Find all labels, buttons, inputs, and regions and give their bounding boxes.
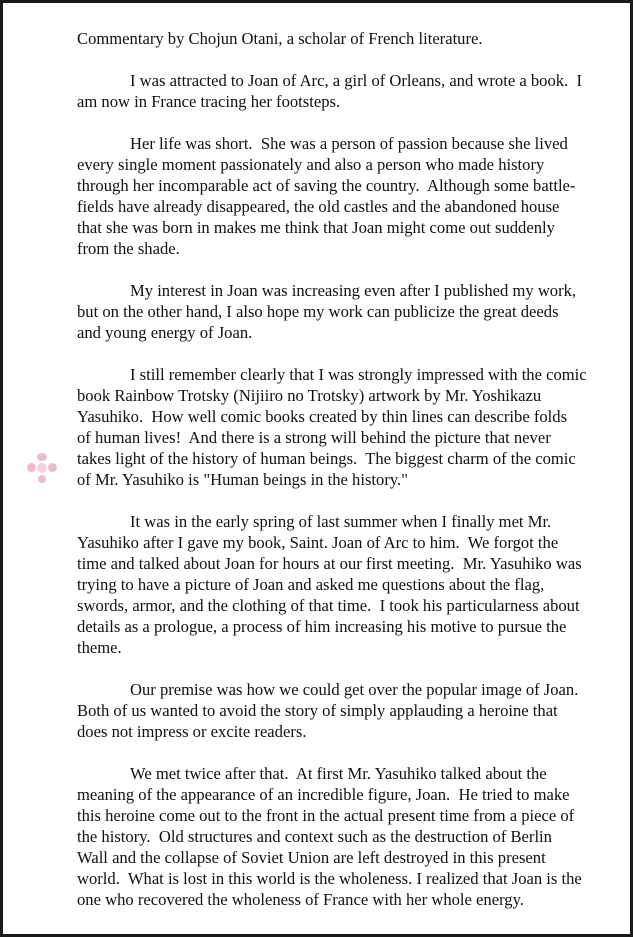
flower-ornament-icon — [25, 451, 59, 485]
text-line: of human lives! And there is a strong will behind the picture that never — [77, 428, 551, 447]
text-line: theme. — [77, 638, 122, 657]
text-line: details as a prologue, a process of him increasing his motive to pursue the — [77, 617, 567, 636]
text-line: that she was born in makes me think that Joan might come out suddenly — [77, 218, 555, 237]
text-line: trying to have a picture of Joan and asked me questions about the flag, — [77, 575, 545, 594]
text-line: takes light of the history of human beings. The biggest charm of the comic — [77, 449, 576, 468]
text-line: Her life was short. She was a person of passion because she lived — [130, 134, 568, 153]
text-line: one who recovered the wholeness of France with her whole energy. — [77, 890, 524, 909]
text-line: I was attracted to Joan of Arc, a girl of Orleans, and wrote a book. I — [130, 71, 583, 90]
text-line: Yasuhiko. How well comic books created by thin lines can describe folds — [77, 407, 568, 426]
text-line: from the shade. — [77, 239, 180, 258]
text-line: swords, armor, and the clothing of that time. I took his particularness about — [77, 596, 580, 615]
text-line: fields have already disappeared, the old castles and the abandoned house — [77, 197, 560, 216]
text-line: and young energy of Joan. — [77, 323, 253, 342]
text-line: through her incomparable act of saving the country. Although some battle- — [77, 176, 576, 195]
text-line: time and talked about Joan for hours at our first meeting. Mr. Yasuhiko was — [77, 554, 582, 573]
text-line: I still remember clearly that I was strongly impressed with the comic — [130, 365, 587, 384]
text-line: meaning of the appearance of an incredible figure, Joan. He tried to make — [77, 785, 570, 804]
text-line: world. What is lost in this world is the wholeness. I realized that Joan is the — [77, 869, 582, 888]
text-line: this heroine come out to the front in the actual present time from a piece of — [77, 806, 575, 825]
text-line: does not impress or excite readers. — [77, 722, 307, 741]
paragraph — [77, 280, 622, 343]
paragraph — [77, 763, 622, 910]
text-line: We met twice after that. At first Mr. Yasuhiko talked about the — [130, 764, 547, 783]
text-line: but on the other hand, I also hope my work can publicize the great deeds — [77, 302, 559, 321]
text-line: Yasuhiko after I gave my book, Saint. Joan of Arc to him. We forgot the — [77, 533, 559, 552]
text-line: It was in the early spring of last summer when I finally met Mr. — [130, 512, 552, 531]
text-line: Both of us wanted to avoid the story of simply applauding a heroine that — [77, 701, 558, 720]
paragraph — [77, 511, 622, 658]
text-line: Our premise was how we could get over the popular image of Joan. — [130, 680, 579, 699]
text-line: My interest in Joan was increasing even after I published my work, — [130, 281, 577, 300]
paragraph — [77, 364, 622, 490]
document-heading: Commentary by Chojun Otani, a scholar of French literature. — [77, 29, 483, 48]
paragraph — [77, 70, 622, 112]
text-line: Wall and the collapse of Soviet Union are left destroyed in this present — [77, 848, 546, 867]
paragraph — [77, 133, 622, 259]
paragraph — [77, 679, 622, 742]
text-line: the history. Old structures and context such as the destruction of Berlin — [77, 827, 552, 846]
text-line: every single moment passionately and also a person who made history — [77, 155, 545, 174]
text-line: of Mr. Yasuhiko is "Human beings in the history." — [77, 470, 408, 489]
document-body — [77, 28, 622, 931]
text-line: am now in France tracing her footsteps. — [77, 92, 341, 111]
text-line: book Rainbow Trotsky (Nijiiro no Trotsky) artwork by Mr. Yoshikazu — [77, 386, 542, 405]
